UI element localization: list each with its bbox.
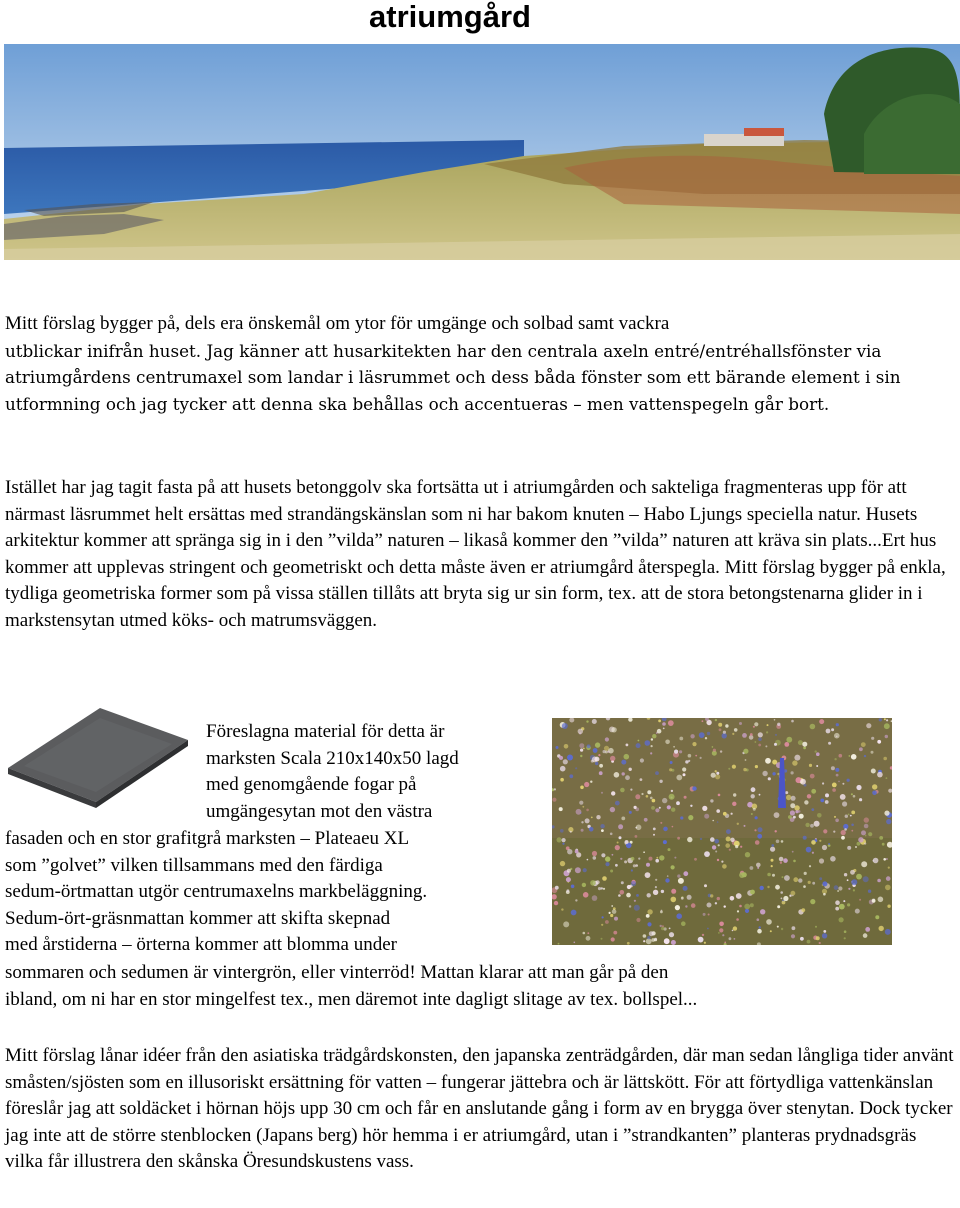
materials-line: marksten Scala 210x140x50 lagd [206,747,459,769]
materials-text-top [206,719,546,825]
intro-first-line: Mitt förslag bygger på, dels era önskemål om ytor för umgänge och solbad samt vackra [5,313,670,334]
materials-line: som ”golvet” vilken tillsammans med den färdiga [5,854,383,876]
materials-line: med årstiderna – örterna kommer att blomma under [5,934,398,956]
page-title: atriumgård [369,0,531,34]
materials-line: fasaden och en stor grafitgrå marksten – Plateaeu XL [5,828,410,849]
materials-text-bottom [5,960,957,1013]
coastal-meadow-photo [4,44,960,260]
concept-paragraph: Istället har jag tagit fasta på att husets betonggolv ska fortsätta ut i atriumgården och sakteliga fragmenteras upp för att närmast läsrummet helt ersättas med strandängskänslan som ni har bakom knuten – Habo Ljungs speciella natur. Husets arkitektur kommer att spränga sig in i den ”vilda” naturen – likaså kommer den ”vilda” naturen att kräva sin plats...Ert hus kommer att upplevas stringent och geometriskt och detta måste även er atriumgård återspegla. Mitt förslag bygger på enkla, tydliga geometriska former som på vissa ställen tillåts att bryta sig ur sin form, tex. att de stora betongstenarna glider in i markstensytan utmed köks- och matrumsväggen. [5,477,946,631]
materials-line: Sedum-ört-gräsnmattan kommer att skifta skepnad [5,907,391,929]
wildflower-meadow-photo [552,718,892,945]
materials-line: med genomgående fogar på [206,774,417,796]
materials-line: Föreslagna material för detta är [206,721,445,742]
materials-line: ibland, om ni har en stor mingelfest tex., men däremot inte dagligt slitage av tex. bollspel... [5,988,698,1010]
paver-stone-image [4,702,190,810]
materials-line: umgängesytan mot den västra [206,800,433,822]
materials-line: sommaren och sedumen är vintergrön, eller vinterröd! Mattan klarar att man går på den [5,962,669,983]
materials-line: sedum-örtmattan utgör centrumaxelns markbeläggning. [5,881,428,903]
intro-continuation: utblickar inifrån huset. Jag känner att husarkitekten har den centrala axeln entré/entréhallsfönster via atriumgårdens centrumaxel som landar i läsrummet och dess båda fönster som ett bärande element i sin utformning och jag tycker att denna ska behållas och accentueras – men vattenspegeln går bort. [5,340,901,414]
materials-text-middle [5,826,550,959]
zen-garden-paragraph: Mitt förslag lånar idéer från den asiatiska trädgårdskonsten, den japanska zenträdgården, där man sedan långliga tider använt småsten/sjösten som en illusoriskt ersättning för vatten – fungerar jättebra och är lättskött. För att förtydliga vattenkänslan föreslår jag att soldäcket i hörnan höjs upp 30 cm och får en anslutande gång i form av en brygga över stenytan. Dock tycker jag inte att de större stenblocken (Japans berg) hör hemma i er atriumgård, utan i ”strandkanten” planteras prydnadsgräs vilka får illustrera den skånska Öresundskustens vass. [5,1045,954,1173]
intro-paragraph [5,311,955,417]
